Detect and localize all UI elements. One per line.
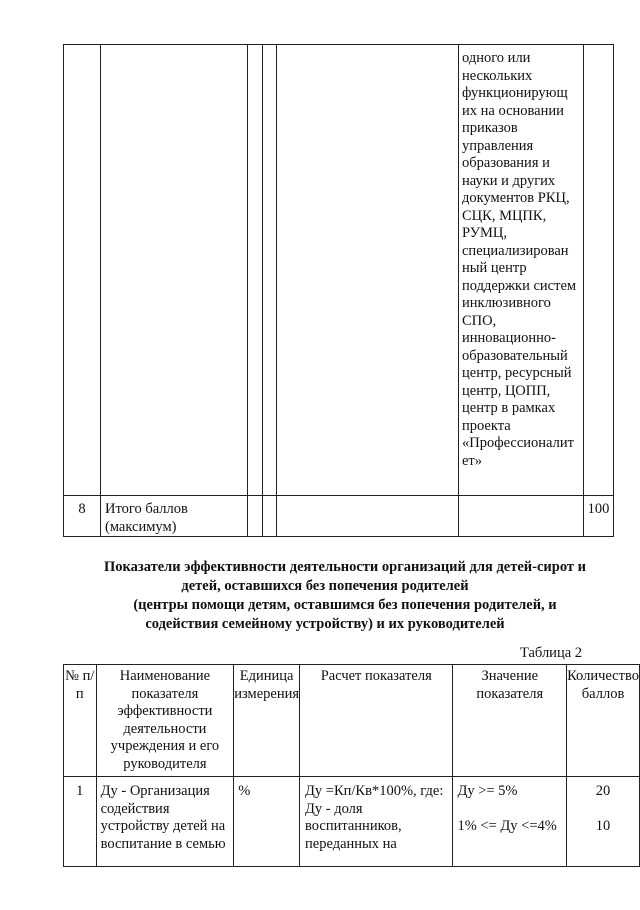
table-row: [64, 496, 614, 537]
table-cell: [277, 496, 459, 537]
table-cell: [263, 496, 277, 537]
row-indicator: Ду - Организация содействия устройству детей на воспитание в семью: [96, 777, 234, 867]
value-option-2: 1% <= Ду <=4%: [457, 818, 557, 835]
row-unit: %: [234, 777, 300, 867]
table-cell: [248, 496, 263, 537]
table-caption: Таблица 2: [520, 645, 583, 661]
table-cell: [64, 45, 101, 496]
header-unit: Единица измерения: [234, 665, 300, 777]
points-option-1: 20: [595, 783, 611, 799]
table-2: [63, 664, 640, 867]
table-cell: [248, 45, 263, 496]
table-cell: [459, 496, 584, 537]
header-number: № п/п: [64, 665, 97, 777]
table-cell-number: 8: [64, 496, 101, 537]
table-row: [64, 777, 640, 867]
row-number: 1: [64, 777, 97, 867]
section-heading-line-4: содействия семейному устройству) и их руководителей: [145, 616, 505, 632]
section-heading-line-3: (центры помощи детям, оставшимся без попечения родителей, и: [133, 597, 557, 613]
row-points: [567, 777, 640, 867]
table-cell: [277, 45, 459, 496]
header-indicator: Наименование показателя эффективности деятельности учреждения и его руководителя: [96, 665, 234, 777]
section-heading-line-2: детей, оставшихся без попечения родителей: [181, 578, 469, 594]
header-points: Количество баллов: [567, 665, 640, 777]
table-cell: [584, 45, 614, 496]
table-cell: [263, 45, 277, 496]
header-value: Значение показателя: [453, 665, 567, 777]
value-option-1: Ду >= 5%: [457, 783, 518, 799]
table-row: [64, 45, 614, 496]
header-calculation: Расчет показателя: [300, 665, 453, 777]
row-value: [453, 777, 567, 867]
points-option-2: 10: [595, 818, 611, 835]
table-cell-name: Итого баллов (максимум): [101, 496, 248, 537]
table-1-continuation: [63, 44, 614, 537]
table-cell-value: одного или нескольких функционирующ их на основании приказов управления образования и науки и других документов РКЦ, СЦК, МЦПК, РУМЦ, специализирован ный центр поддержки систем инклюзивного СПО, инновационно- образовательный центр, ресурсный центр, ЦОПП, центр в рамках проекта «Профессионалит ет»: [459, 45, 584, 496]
section-heading-line-1: Показатели эффективности деятельности организаций для детей-сирот и: [104, 559, 586, 575]
table-cell-points: 100: [584, 496, 614, 537]
table-header-row: [64, 665, 640, 777]
table-cell: [101, 45, 248, 496]
row-calculation: Ду =Кп/Кв*100%, где: Ду - доля воспитанников, переданных на: [300, 777, 453, 867]
